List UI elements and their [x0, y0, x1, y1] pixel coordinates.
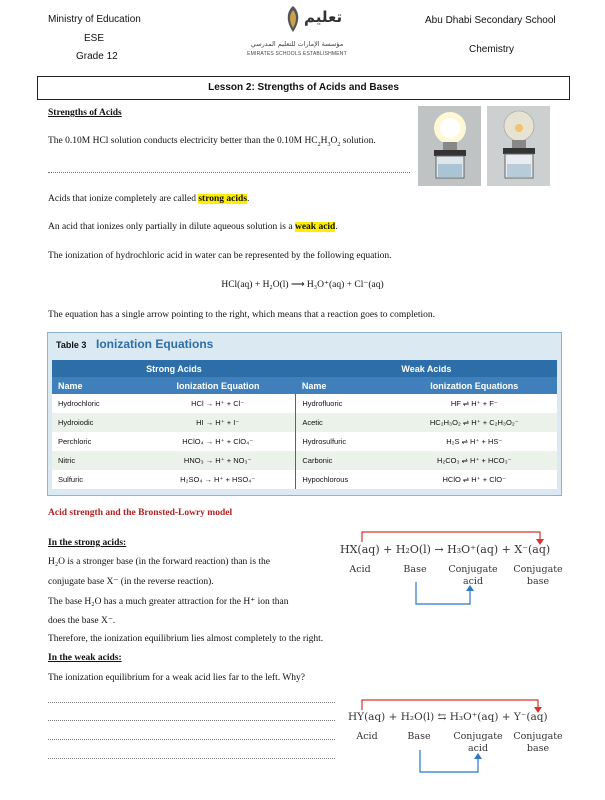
label-conjugate-acid: Conjugate acid [453, 731, 503, 754]
answer-line [48, 720, 335, 721]
weak-acid-equation: H₂S ⇌ H⁺ + HS⁻ [392, 432, 557, 451]
weak-acid-equation: HC₂H₃O₂ ⇌ H⁺ + C₂H₃O₂⁻ [392, 413, 557, 432]
col-ionization-equation: Ionization Equation [140, 377, 296, 394]
strong-acid-equation-diagram: HX(aq) + H₂O(l) → H₃O⁺(aq) + X⁻(aq) [340, 543, 551, 556]
answer-line [48, 758, 335, 759]
weak-acid-equation-diagram: HY(aq) + H₂O(l) ⇆ H₃O⁺(aq) + Y⁻(aq) [348, 711, 548, 723]
table-row [52, 394, 557, 413]
lesson-title: Lesson 2: Strengths of Acids and Bases [37, 76, 570, 100]
strong-acid-name: Sulfuric [52, 470, 140, 489]
strong-line-5: Therefore, the ionization equilibrium lies almost completely to the right. [48, 634, 324, 644]
hcl-intro: The ionization of hydrochloric acid in water can be represented by the following equation. [48, 251, 392, 261]
weak-acids-heading: In the weak acids: [48, 653, 122, 663]
bronsted-heading: Acid strength and the Bronsted-Lowry model [48, 508, 233, 518]
ministry-label: Ministry of Education [48, 14, 141, 25]
answer-line [48, 739, 335, 740]
strong-line-3: The base H₂O has a much greater attraction for the H⁺ ion than [48, 597, 289, 607]
hcl-equation: HCl(aq) + H₂O(l) ⟶ H₃O⁺(aq) + Cl⁻(aq) [221, 280, 384, 290]
ionization-table [47, 332, 562, 496]
bulb-photo-bright [418, 106, 481, 186]
strong-line-2: conjugate base X⁻ (in the reverse reaction). [48, 577, 214, 587]
lightbulb-bright-icon [418, 106, 481, 186]
weak-acid-equation: H₂CO₃ ⇌ H⁺ + HCO₃⁻ [392, 451, 557, 470]
table-row [52, 413, 557, 432]
strong-acid-definition: Acids that ionize completely are called strong acids. [48, 194, 250, 204]
strong-line-1: H₂O is a stronger base (in the forward reaction) than is the [48, 557, 271, 567]
weak-acid-name: Acetic [296, 413, 392, 432]
red-arrow-icon [362, 532, 540, 542]
answer-line [48, 172, 410, 173]
strong-line-4: does the base X⁻. [48, 616, 116, 626]
weak-acid-name: Carbonic [296, 451, 392, 470]
table-label: Table 3 [56, 340, 87, 350]
conductivity-sentence: The 0.10M HCl solution conducts electricity better than the 0.10M $HC_2H_3O_2$ solution. [48, 136, 376, 148]
table-title: Ionization Equations [96, 337, 214, 351]
school-label: Abu Dhabi Secondary School [425, 15, 556, 26]
strong-acid-name: Nitric [52, 451, 140, 470]
table-row [52, 470, 557, 489]
label-acid: Acid [356, 731, 378, 742]
table-row [52, 432, 557, 451]
subject-label: Chemistry [469, 44, 515, 55]
group-strong-acids: Strong Acids [52, 360, 296, 377]
logo-arabic-title: تعليم [304, 8, 343, 26]
label-conjugate-acid: Conjugate acid [448, 564, 498, 587]
bulb-photo-dim [487, 106, 550, 186]
table-row [52, 451, 557, 470]
strong-acids-heading: In the strong acids: [48, 538, 127, 548]
ese-label: ESE [84, 33, 105, 44]
col-ionization-equations: Ionization Equations [392, 377, 557, 394]
weak-acid-name: Hypochlorous [296, 470, 392, 489]
strong-acid-equation: HNO₃ → H⁺ + NO₃⁻ [140, 451, 296, 470]
ese-logo [232, 4, 362, 64]
label-conjugate-base: Conjugate base [513, 731, 563, 754]
group-weak-acids: Weak Acids [296, 360, 557, 377]
grade-label: Grade 12 [76, 51, 118, 62]
weak-acid-name: Hydrosulfuric [296, 432, 392, 451]
col-name: Name [52, 377, 140, 394]
strong-acid-equation: HI → H⁺ + I⁻ [140, 413, 296, 432]
strong-acid-equation: HCl → H⁺ + Cl⁻ [140, 394, 296, 413]
lightbulb-dim-icon [487, 106, 550, 186]
label-acid: Acid [349, 564, 371, 575]
logo-english: EMIRATES SCHOOLS ESTABLISHMENT [247, 51, 347, 57]
red-arrow-icon [362, 700, 538, 710]
answer-line [48, 702, 335, 703]
label-base: Base [403, 564, 427, 575]
strong-acid-equation: H₂SO₄ → H⁺ + HSO₄⁻ [140, 470, 296, 489]
weak-acid-definition: An acid that ionizes only partially in dilute aqueous solution is a weak acid. [48, 222, 338, 232]
col-name-weak: Name [296, 377, 392, 394]
strong-acid-name: Hydroiodic [52, 413, 140, 432]
section-strengths-heading: Strengths of Acids [48, 108, 122, 118]
label-base: Base [407, 731, 431, 742]
strong-acid-equation: HClO₄ → H⁺ + ClO₄⁻ [140, 432, 296, 451]
weak-line-1: The ionization equilibrium for a weak acid lies far to the left. Why? [48, 673, 306, 683]
weak-acid-equation: HF ⇌ H⁺ + F⁻ [392, 394, 557, 413]
logo-arabic-sub: مؤسسة الإمارات للتعليم المدرسي [250, 40, 344, 48]
single-arrow-sentence: The equation has a single arrow pointing to the right, which means that a reaction goes to completion. [48, 310, 436, 320]
strong-acid-name: Perchloric [52, 432, 140, 451]
logo-emblem-icon [282, 4, 304, 34]
label-conjugate-base: Conjugate base [513, 564, 563, 587]
strong-acid-name: Hydrochloric [52, 394, 140, 413]
weak-acid-name: Hydrofluoric [296, 394, 392, 413]
weak-acid-equation: HClO ⇌ H⁺ + ClO⁻ [392, 470, 557, 489]
